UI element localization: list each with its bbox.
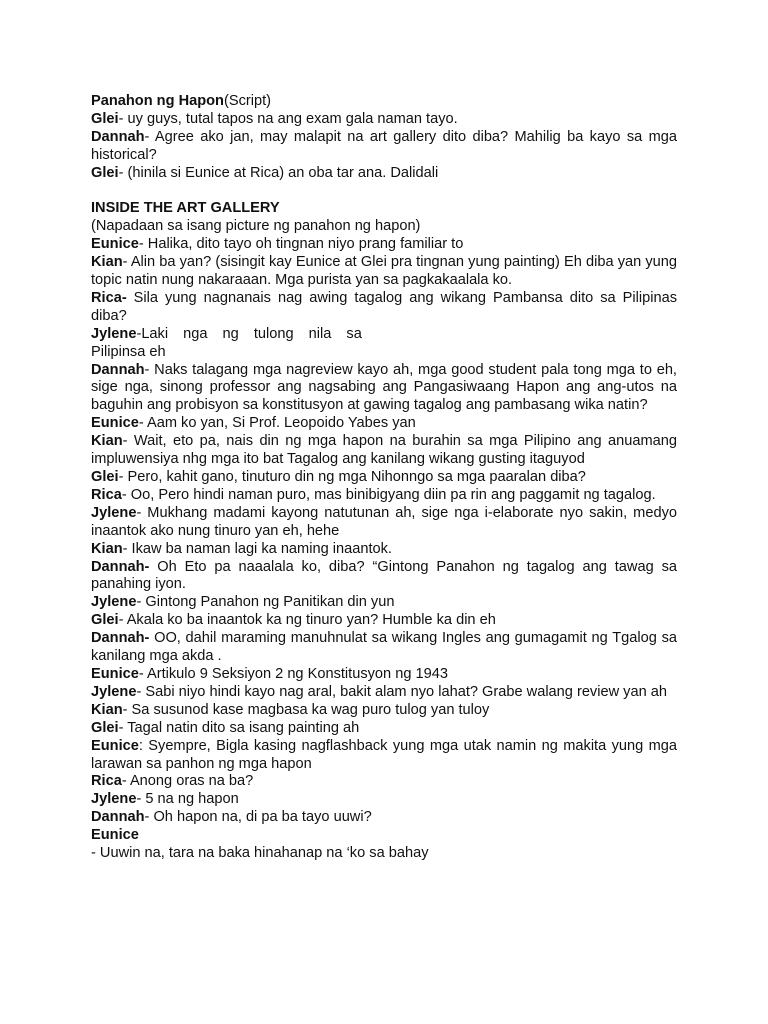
speaker-name: Eunice (91, 827, 139, 844)
dialogue-text: 5 na ng hapon (141, 791, 239, 808)
dialogue-text: Sila yung nagnanais nag awing tagalog ang wikang Pambansa dito sa Pilipinas diba? (91, 289, 677, 324)
speaker-separator: - (118, 164, 124, 181)
section-heading: INSIDE THE ART GALLERY (91, 200, 280, 217)
closing-line: - Uuwin na, tara na baka hinahanap na ‘ko sa bahay (91, 845, 429, 862)
dialogue-line (91, 791, 677, 809)
dialogue-line (91, 738, 677, 774)
speaker-separator: : (138, 737, 143, 754)
speaker-separator: - (144, 128, 150, 145)
speaker-separator: - (136, 791, 142, 808)
dialogue-line (91, 630, 677, 666)
dialogue-line (91, 559, 677, 595)
dialogue-text: Sa susunod kase magbasa ka wag puro tulog yan tuloy (127, 701, 490, 718)
speaker-separator: - (121, 486, 127, 503)
speaker-name: Rica (91, 773, 122, 790)
speaker-name: Dannah- (91, 630, 150, 647)
speaker-name: Kian (91, 254, 123, 271)
dialogue-text: Oo, Pero hindi naman puro, mas binibigyang diin pa rin ang paggamit ng tagalog. (126, 486, 656, 503)
speaker-name: Glei (91, 719, 119, 736)
speaker-name: Jylene (91, 504, 137, 521)
dialogue-text: Syempre, Bigla kasing nagflashback yung mga utak namin ng makita yung mga larawan sa panhon ng mga hapon (91, 737, 677, 772)
dialogue-line (91, 236, 677, 254)
speaker-separator: - (122, 540, 128, 557)
script-title (91, 93, 677, 111)
dialogue-line (91, 433, 677, 469)
dialogue-line (91, 612, 677, 630)
speaker-name: Eunice (91, 665, 139, 682)
speaker-name: Jylene (91, 791, 137, 808)
dialogue-text: Agree ako jan, may malapit na art gallery dito diba? Mahilig ba kayo sa mga historical? (91, 128, 677, 163)
speaker-separator: - (136, 325, 142, 342)
dialogue-line (91, 505, 677, 541)
speaker-separator: - (121, 773, 127, 790)
title-rest-text: (Script) (223, 93, 271, 109)
speaker-name: Glei (91, 612, 119, 629)
speaker-name: Kian (91, 540, 123, 557)
dialogue-line (91, 415, 677, 433)
dialogue-line (91, 326, 677, 344)
stage-direction: (Napadaan sa isang picture ng panahon ng hapon) (91, 218, 421, 235)
dialogue-text: Anong oras na ba? (126, 773, 254, 790)
speaker-name: Jylene (91, 683, 137, 700)
speaker-separator: - (122, 701, 128, 718)
speaker-separator: - (144, 809, 150, 826)
dialogue-text: uy guys, tutal tapos na ang exam gala naman tayo. (123, 110, 458, 127)
dialogue-text: Alin ba yan? (sisingit kay Eunice at Glei pra tingnan yung painting) Eh diba yan yung topic natin nung nakaraaan. Mga purista yan sa pagkakaalala ko. (91, 254, 677, 289)
speaker-name: Rica (91, 486, 122, 503)
speaker-separator: - (122, 254, 128, 271)
dialogue-text: Pero, kahit gano, tinuturo din ng mga Nihonngo sa mga paaralan diba? (123, 469, 586, 486)
speaker-separator: - (144, 361, 150, 378)
dialogue-text: Tagal natin dito sa isang painting ah (123, 719, 360, 736)
dialogue-line (91, 773, 677, 791)
dialogue-line (91, 254, 677, 290)
dialogue-text: Wait, eto pa, nais din ng mga hapon na burahin sa mga Pilipino ang anuamang impluwensiya nhg mga ito bat Tagalog ang kanilang wikang gusting itaguyod (91, 433, 677, 468)
dialogue-line (91, 827, 677, 845)
dialogue-text: Akala ko ba inaantok ka ng tinuro yan? Humble ka din eh (123, 612, 496, 629)
speaker-name: Dannah (91, 809, 145, 826)
dialogue-line (91, 165, 677, 183)
speaker-name: Rica- (91, 289, 127, 306)
dialogue-line (91, 594, 677, 612)
speaker-separator: - (138, 415, 144, 432)
dialogue-line (91, 666, 677, 684)
dialogue-text: Laki nga ng tulong nila sa (141, 325, 362, 342)
dialogue-text: Ikaw ba naman lagi ka naming inaantok. (127, 540, 392, 557)
dialogue-text: Oh hapon na, di pa ba tayo uuwi? (149, 809, 372, 826)
dialogue-line (91, 684, 677, 702)
title-bold-text: Panahon ng Hapon (91, 93, 224, 109)
dialogue-text: Artikulo 9 Seksiyon 2 ng Konstitusyon ng 1943 (143, 665, 448, 682)
dialogue-text: Mukhang madami kayong natutunan ah, sige nga i-elaborate nyo sakin, medyo inaantok ako nung tinuro yan eh, hehe (91, 504, 677, 539)
speaker-separator: - (118, 469, 124, 486)
speaker-name: Eunice (91, 737, 139, 754)
speaker-separator: - (136, 683, 142, 700)
speaker-name: Eunice (91, 236, 139, 253)
speaker-name: Jylene (91, 594, 137, 611)
speaker-name: Jylene (91, 325, 137, 342)
dialogue-line (91, 809, 677, 827)
dialogue-line (91, 720, 677, 738)
dialogue-line (91, 541, 677, 559)
dialogue-text: Aam ko yan, Si Prof. Leopoido Yabes yan (143, 415, 416, 432)
speaker-separator: - (118, 719, 124, 736)
speaker-separator: - (136, 594, 142, 611)
dialogue-line (91, 362, 677, 416)
speaker-name: Glei (91, 469, 119, 486)
dialogue-continuation: Pilipinsa eh (91, 343, 166, 360)
dialogue-line (91, 702, 677, 720)
dialogue-line (91, 129, 677, 165)
speaker-separator: - (118, 110, 124, 127)
dialogue-line (91, 469, 677, 487)
speaker-separator: - (136, 504, 142, 521)
dialogue-text: OO, dahil maraming manuhnulat sa wikang Ingles ang gumagamit ng Tgalog sa kanilang mga akda . (91, 630, 677, 665)
document-page (91, 93, 677, 863)
speaker-name: Glei (91, 164, 119, 181)
speaker-separator: - (138, 665, 144, 682)
speaker-name: Dannah (91, 361, 145, 378)
dialogue-text: Sabi niyo hindi kayo nag aral, bakit alam nyo lahat? Grabe walang review yan ah (141, 683, 668, 700)
speaker-separator: - (138, 236, 144, 253)
dialogue-text: Naks talagang mga nagreview kayo ah, mga good student pala tong mga to eh, sige nga, sinong professor ang nagsabing ang Pangasiwaang Hapon ang ang-utos na baguhin ang probisyon sa konstitusyon at gawing tagalog ang pambasang wika natin? (91, 361, 677, 414)
speaker-name: Kian (91, 701, 123, 718)
speaker-name: Glei (91, 110, 119, 127)
dialogue-text: Halika, dito tayo oh tingnan niyo prang familiar to (143, 236, 464, 253)
blank-line (91, 183, 677, 201)
speaker-name: Kian (91, 433, 123, 450)
dialogue-text: (hinila si Eunice at Rica) an oba tar ana. Dalidali (123, 164, 439, 181)
dialogue-line (91, 487, 677, 505)
speaker-name: Dannah- (91, 558, 150, 575)
dialogue-text: Oh Eto pa naaalala ko, diba? “Gintong Panahon ng tagalog ang tawag sa panahing iyon. (91, 558, 677, 593)
speaker-separator: - (118, 612, 124, 629)
speaker-name: Eunice (91, 415, 139, 432)
dialogue-line (91, 290, 677, 326)
dialogue-line (91, 111, 677, 129)
speaker-name: Dannah (91, 128, 145, 145)
dialogue-text: Gintong Panahon ng Panitikan din yun (141, 594, 395, 611)
speaker-separator: - (122, 433, 128, 450)
